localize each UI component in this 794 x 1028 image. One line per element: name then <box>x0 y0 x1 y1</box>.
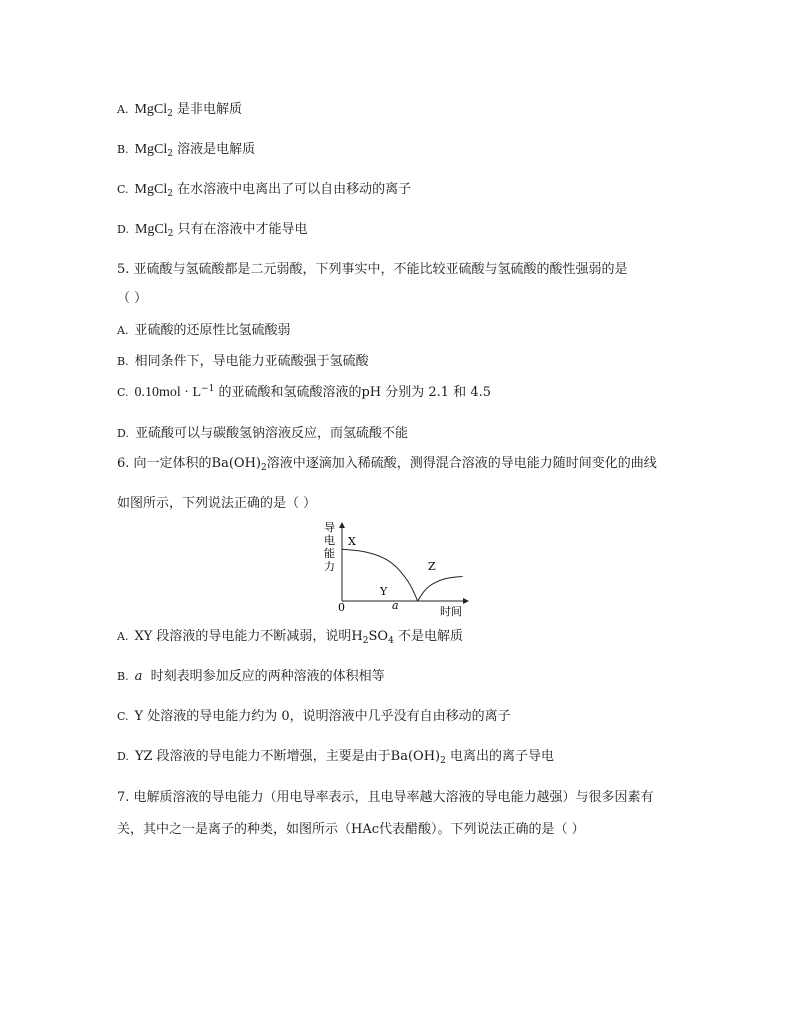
q4-option-d <box>117 221 308 239</box>
option-label: C. <box>117 386 129 399</box>
q5-option-b <box>117 353 369 371</box>
q4-option-c <box>117 181 411 199</box>
q6-option-a <box>117 628 463 646</box>
point-label-x: X <box>348 535 356 548</box>
option-label: B. <box>117 670 129 683</box>
q5-option-a <box>117 322 290 340</box>
concentration: 0.10mol · L <box>134 385 202 400</box>
formula: SO <box>368 629 389 644</box>
q5-stem: 5. 亚硫酸与氢硫酸都是二元弱酸，下列事实中，不能比较亚硫酸与氢硫酸的酸性强弱的是 <box>117 262 628 277</box>
option-text: YZ 段溶液的导电能力不断增强，主要是由于Ba(OH) <box>134 749 441 764</box>
option-label: B. <box>117 143 129 156</box>
formula-subscript: 2 <box>167 109 173 119</box>
q7-stem-line2: 关，其中之一是离子的种类，如图所示（HAc代表醋酸）。下列说法正确的是（ ） <box>117 822 585 837</box>
q6-stem <box>117 455 657 473</box>
q5-option-d <box>117 425 408 443</box>
option-text: 在水溶液中电离出了可以自由移动的离子 <box>177 182 412 197</box>
formula-subscript: 2 <box>362 636 369 646</box>
option-text: 的亚硫酸和氢硫酸溶液的pH 分别为 2.1 和 4.5 <box>218 385 491 400</box>
option-text: 不是电解质 <box>397 629 463 644</box>
formula-subscript: 2 <box>260 463 267 473</box>
option-label: A. <box>117 103 129 116</box>
point-label-y: Y <box>380 585 388 598</box>
q6-stem-line2: 如图所示，下列说法正确的是（ ） <box>117 496 317 511</box>
y-axis-label-char: 电 <box>324 534 335 547</box>
option-text: 亚硫酸可以与碳酸氢钠溶液反应，而氢硫酸不能 <box>134 426 408 441</box>
conductivity-time-chart <box>318 517 474 621</box>
origin-label: 0 <box>338 601 345 614</box>
q7-stem-line1: 7. 电解质溶液的导电能力（用电导率表示，且电导率越大溶液的导电能力越强）与很多因素有 <box>117 790 654 805</box>
option-text: 相同条件下，导电能力亚硫酸强于氢硫酸 <box>134 354 369 369</box>
y-axis-label-char: 导 <box>324 521 335 534</box>
formula-subscript: 2 <box>167 189 173 199</box>
option-label: C. <box>117 710 129 723</box>
q4-option-a <box>117 101 242 119</box>
x-axis-label: 时间 <box>440 605 462 618</box>
curve-yz <box>418 577 463 602</box>
y-axis-label-char: 能 <box>324 547 335 560</box>
q5-option-c <box>117 384 491 402</box>
y-axis-label <box>324 521 335 573</box>
formula: MgCl <box>134 102 168 117</box>
formula: MgCl <box>134 222 168 237</box>
q4-option-b <box>117 141 255 159</box>
option-text: 是非电解质 <box>177 102 243 117</box>
option-label: D. <box>117 427 129 440</box>
option-label: A. <box>117 324 129 337</box>
formula-subscript: 2 <box>167 229 174 239</box>
stem-text: 6. 向一定体积的Ba(OH) <box>117 456 261 471</box>
time-variable: a <box>134 669 143 684</box>
option-label: A. <box>117 630 129 643</box>
option-text: 亚硫酸的还原性比氢硫酸弱 <box>134 323 291 338</box>
option-text: 只有在溶液中才能导电 <box>177 222 308 237</box>
option-text: XY 段溶液的导电能力不断减弱，说明H <box>134 629 363 644</box>
option-label: D. <box>117 223 129 236</box>
q6-option-b <box>117 668 385 686</box>
option-label: D. <box>117 750 129 763</box>
option-text: 电离出的离子导电 <box>450 749 555 764</box>
option-text: 时刻表明参加反应的两种溶液的体积相等 <box>150 669 385 684</box>
formula-subscript: 2 <box>167 149 174 159</box>
formula-subscript: 2 <box>440 756 446 766</box>
option-text: Y 处溶液的导电能力约为 0，说明溶液中几乎没有自由移动的离子 <box>134 709 511 724</box>
option-text: 溶液是电解质 <box>177 142 256 157</box>
point-label-a: a <box>392 599 399 612</box>
formula: MgCl <box>134 182 168 197</box>
option-label: B. <box>117 355 129 368</box>
concentration-superscript: −1 <box>201 384 215 394</box>
q6-option-d <box>117 748 554 766</box>
formula-subscript: 4 <box>388 636 394 646</box>
option-label: C. <box>117 183 129 196</box>
q6-option-c <box>117 708 511 726</box>
y-axis-label-char: 力 <box>324 560 335 573</box>
point-label-z: Z <box>428 560 436 573</box>
stem-text: 溶液中逐滴加入稀硫酸，测得混合溶液的导电能力随时间变化的曲线 <box>266 456 657 471</box>
formula: MgCl <box>134 142 168 157</box>
q5-answer-paren: （ ） <box>117 291 148 306</box>
